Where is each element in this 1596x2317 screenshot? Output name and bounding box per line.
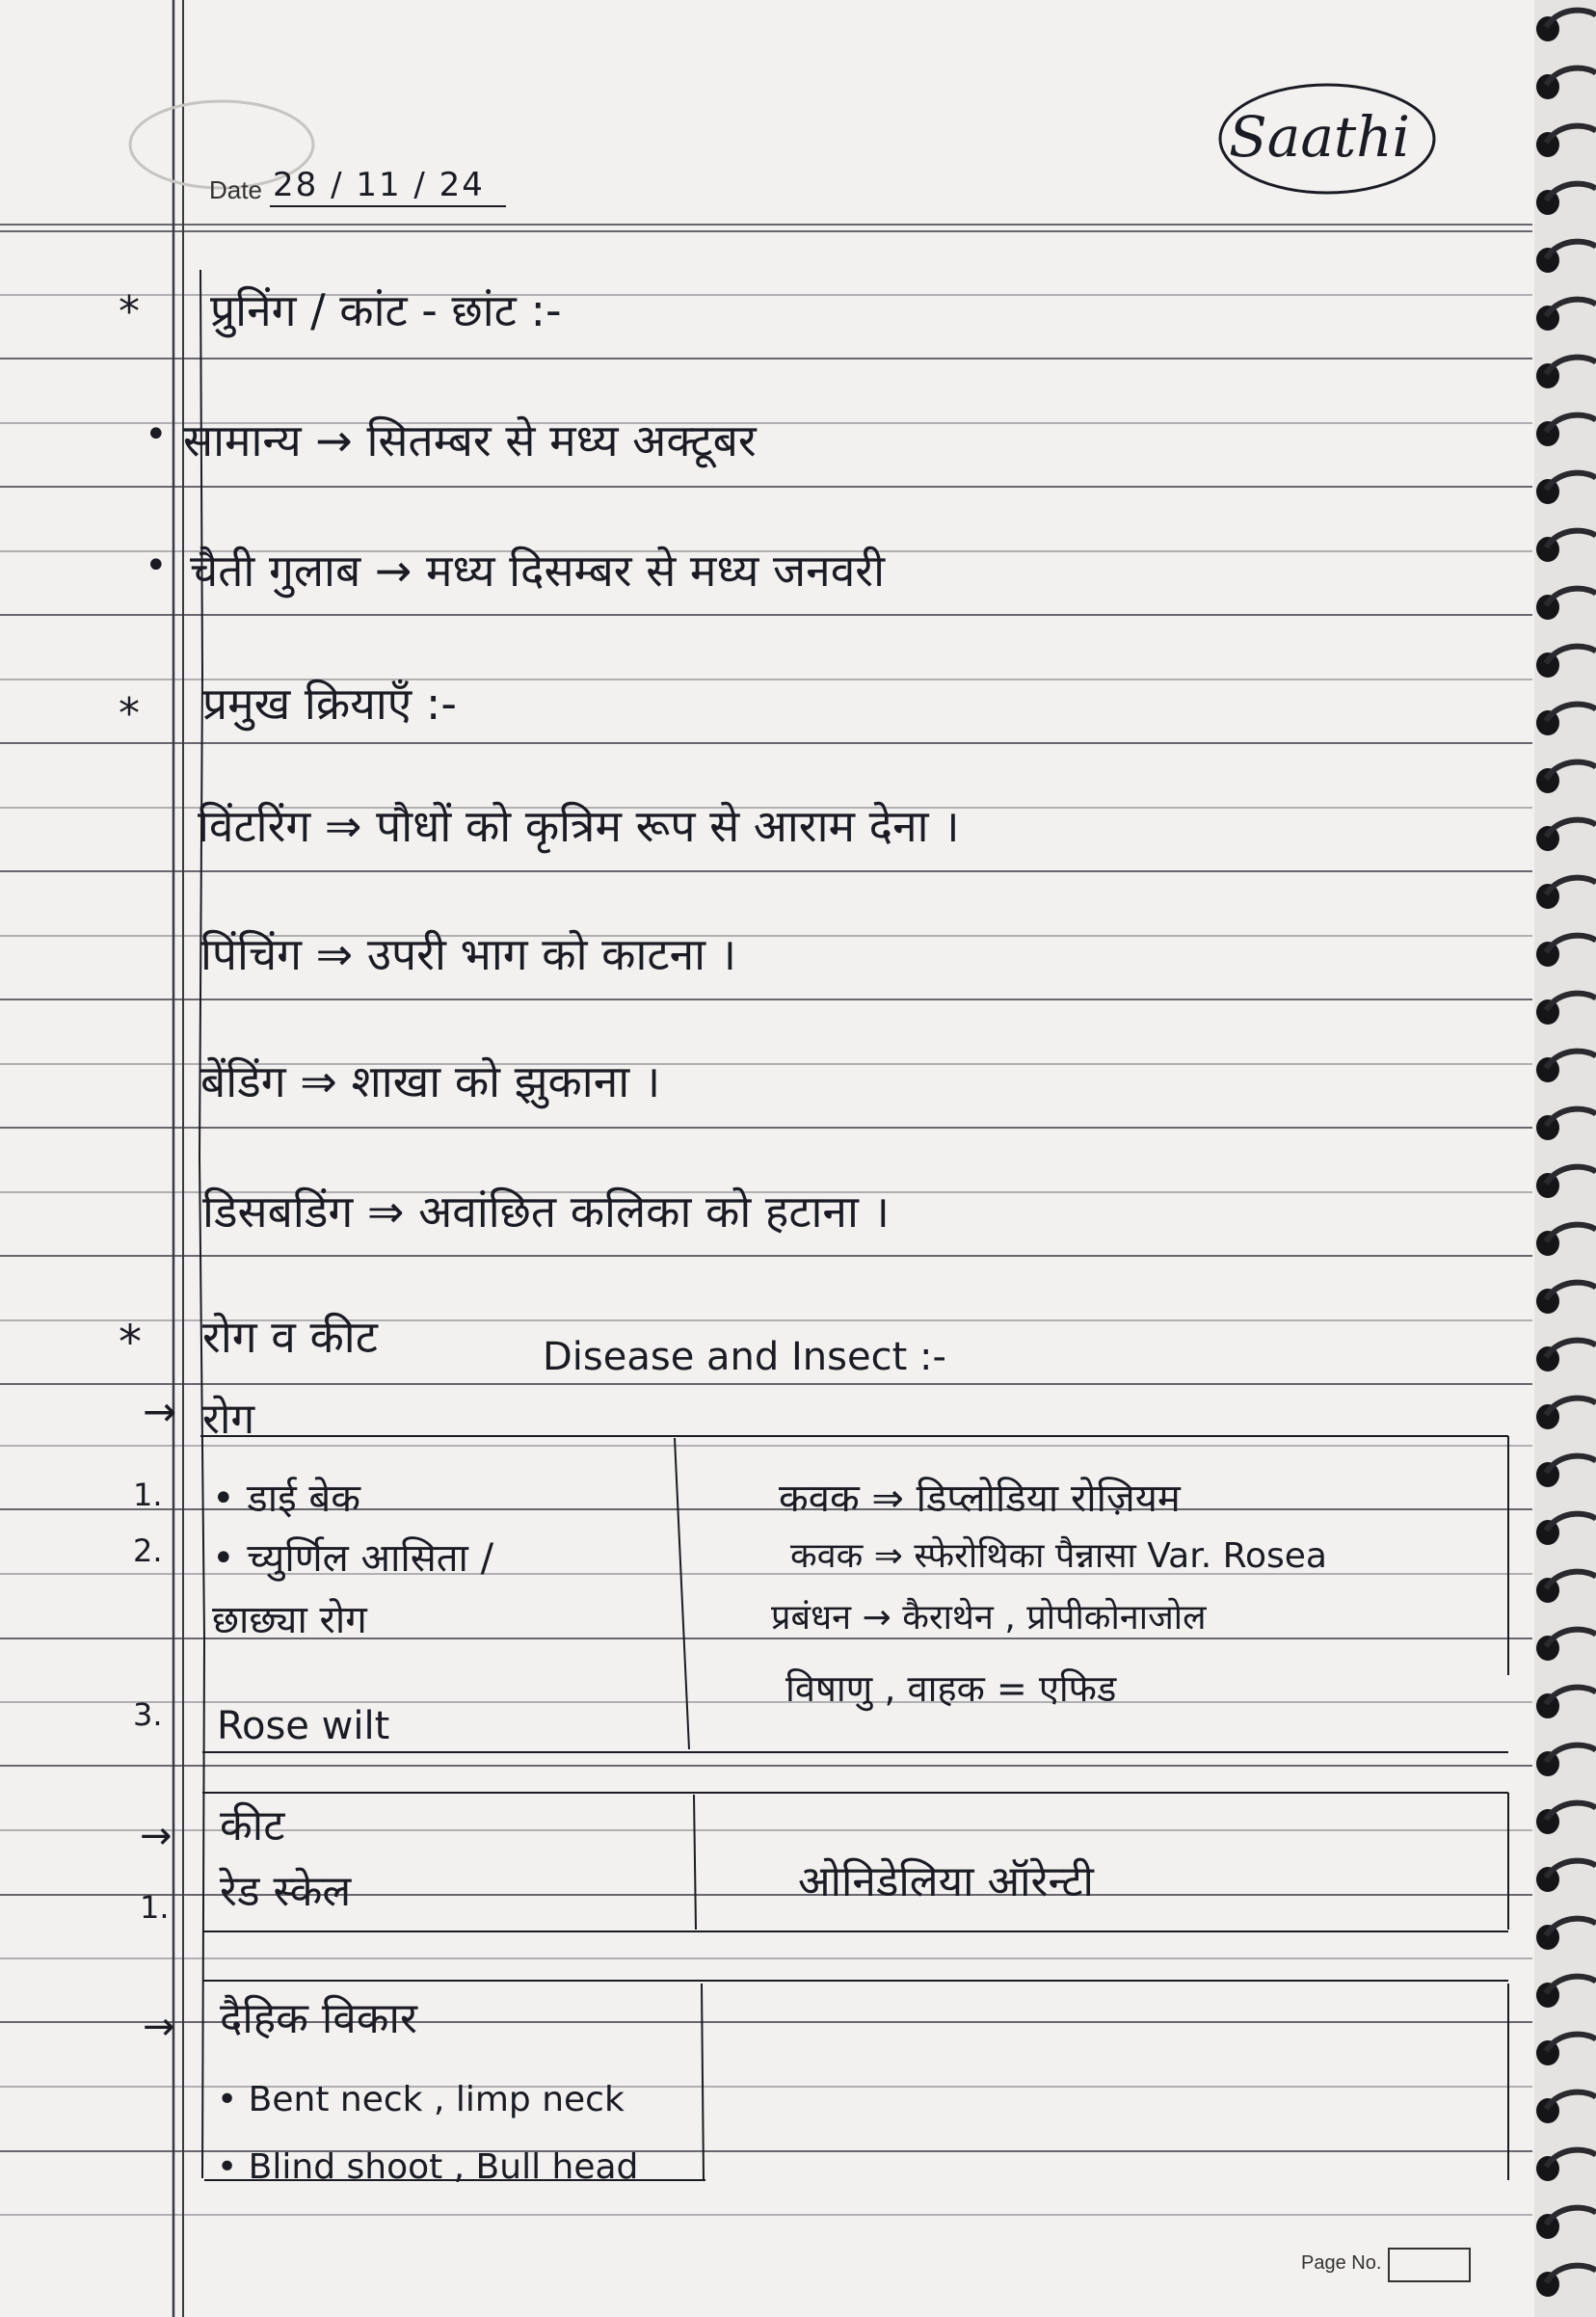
arrow-marker: → bbox=[140, 1814, 173, 1858]
disease-name: • च्युर्णिल आसिता / छाछ्या रोग bbox=[212, 1536, 494, 1642]
row-number: 2. bbox=[133, 1532, 163, 1569]
brand-logo: Saathi bbox=[1229, 104, 1411, 170]
bullet: • bbox=[145, 413, 168, 457]
star-marker: * bbox=[119, 1316, 142, 1370]
disease-detail: कवक ⇒ डिप्लोडिया रोज़ियम bbox=[779, 1477, 1181, 1521]
insect-name: रेड स्केल bbox=[220, 1867, 352, 1916]
arrow-marker: → bbox=[143, 1388, 177, 1435]
schedule-line-chaiti: चैती गुलाब → मध्य दिसम्बर से मध्य जनवरी bbox=[190, 545, 886, 597]
activities-heading: प्रमुख क्रियाएँ :- bbox=[202, 678, 457, 730]
disorder-table-header: दैहिक विकार bbox=[220, 1994, 417, 2043]
spiral-rings-svg bbox=[1532, 0, 1596, 2317]
spiral-rings bbox=[1532, 0, 1596, 2317]
disease-heading: रोग व कीट bbox=[202, 1311, 378, 1363]
disease-name: Rose wilt bbox=[217, 1704, 390, 1748]
bullet: • bbox=[145, 544, 168, 588]
page-no-box bbox=[1388, 2248, 1471, 2282]
row-number: 1. bbox=[133, 1477, 163, 1513]
insect-detail: ओनिडेलिया ऑरेन्टी bbox=[798, 1857, 1094, 1906]
page-no-label: Page No. bbox=[1301, 2252, 1382, 2274]
date-label: Date bbox=[209, 175, 262, 204]
activity-disbudding: डिसबडिंग ⇒ अवांछित कलिका को हटाना । bbox=[202, 1185, 890, 1238]
insect-table-header: कीट bbox=[220, 1801, 285, 1851]
disease-detail: कवक ⇒ स्फेरोथिका पैन्नासा Var. Rosea bbox=[790, 1536, 1327, 1576]
star-marker: * bbox=[119, 287, 140, 336]
schedule-line-normal: सामान्य → सितम्बर से मध्य अक्टूबर bbox=[183, 414, 757, 466]
disease-heading-english: Disease and Insect :- bbox=[543, 1335, 946, 1379]
activity-wintering: विंटरिंग ⇒ पौधों को कृत्रिम रूप से आराम देना । bbox=[198, 800, 960, 852]
disorder-item: • Blind shoot , Bull head bbox=[217, 2147, 639, 2187]
star-marker: * bbox=[119, 689, 140, 738]
activity-bending: बेंडिंग ⇒ शाखा को झुकाना । bbox=[200, 1055, 661, 1107]
disease-name: • डाई बेक bbox=[212, 1477, 360, 1521]
disease-table-header: रोग bbox=[202, 1395, 255, 1444]
activity-pinching: पिंचिंग ⇒ उपरी भाग को काटना । bbox=[200, 928, 737, 980]
row-number: 1. bbox=[140, 1889, 170, 1926]
row-number: 3. bbox=[133, 1696, 163, 1733]
date-value: 28 / 11 / 24 bbox=[273, 166, 485, 204]
disease-management: प्रबंधन → कैराथेन , प्रोपीकोनाजोल bbox=[771, 1598, 1207, 1638]
disease-detail: विषाणु , वाहक = एफिड bbox=[785, 1667, 1117, 1710]
arrow-marker: → bbox=[143, 2005, 175, 2049]
section-title: प्रुनिंग / कांट - छांट :- bbox=[210, 284, 562, 336]
disorder-item: • Bent neck , limp neck bbox=[217, 2080, 625, 2119]
